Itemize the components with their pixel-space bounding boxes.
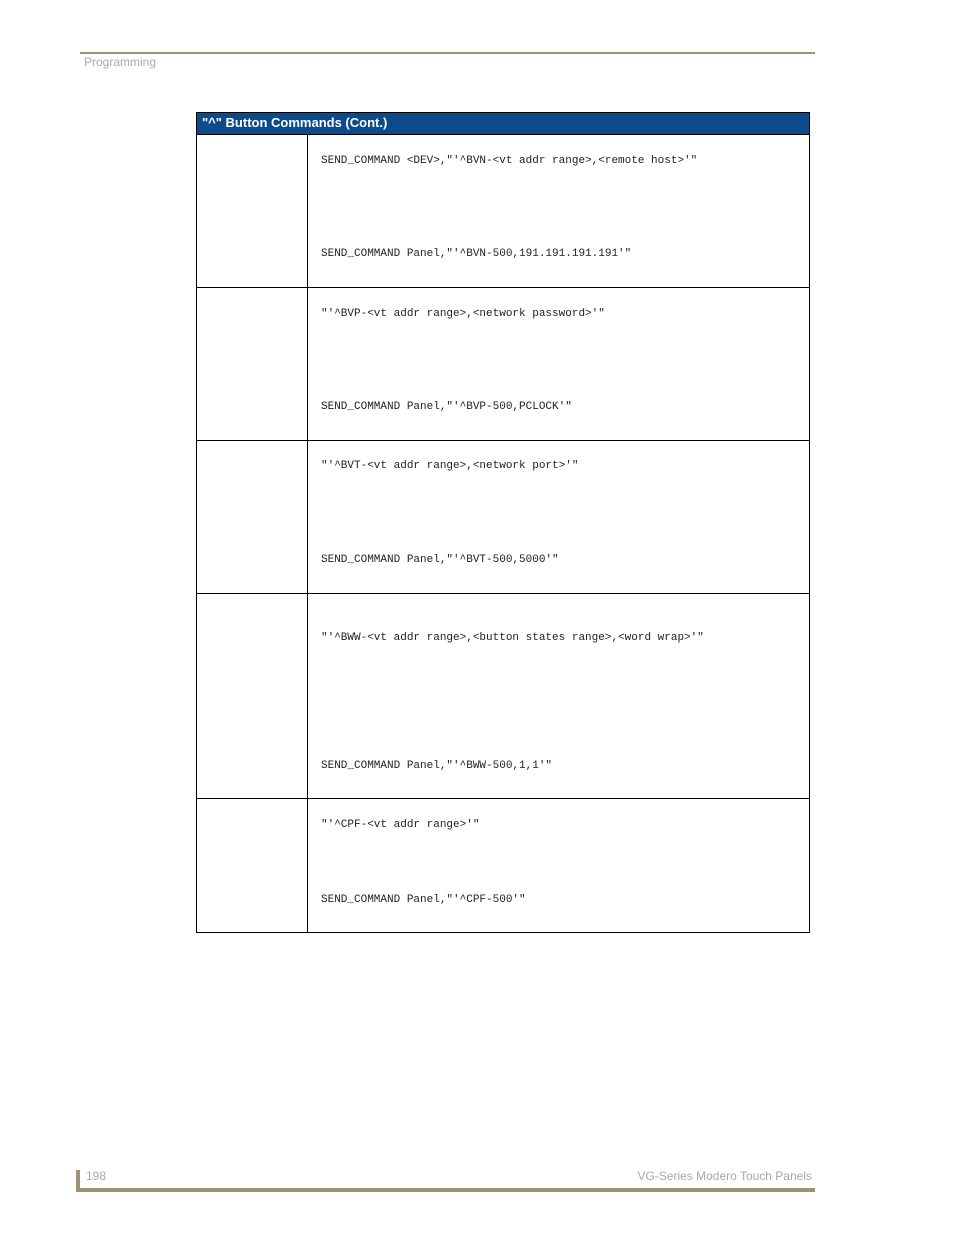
page-number: 198: [86, 1169, 107, 1183]
command-detail-cell: [308, 799, 809, 932]
table-row-bvt: [196, 441, 810, 594]
command-name-cell: [197, 288, 308, 440]
command-name-cell: [197, 441, 308, 593]
syntax-text: "'^BVP-<vt addr range>,<network password>'": [321, 308, 605, 320]
example-text: SEND_COMMAND Panel,"'^BVP-500,PCLOCK'": [321, 401, 572, 413]
command-detail-cell: [308, 288, 809, 440]
table-title: "^" Button Commands (Cont.): [196, 112, 810, 135]
syntax-text: "'^BVT-<vt addr range>,<network port>'": [321, 460, 579, 472]
command-name-cell: [197, 594, 308, 798]
section-label: Programming: [84, 55, 157, 69]
command-detail-cell: [308, 135, 809, 287]
example-text: SEND_COMMAND Panel,"'^CPF-500'": [321, 894, 526, 906]
button-commands-table: [196, 112, 810, 933]
command-detail-cell: [308, 441, 809, 593]
table-row-bww: [196, 594, 810, 799]
command-detail-cell: [308, 594, 809, 798]
table-row-cpf: [196, 799, 810, 933]
footer-rule: [80, 1188, 815, 1192]
example-text: SEND_COMMAND Panel,"'^BVT-500,5000'": [321, 554, 559, 566]
table-row-bvn: [196, 135, 810, 288]
table-row-bvp: [196, 288, 810, 441]
syntax-text: "'^BWW-<vt addr range>,<button states range>,<word wrap>'": [321, 632, 704, 644]
command-name-cell: [197, 799, 308, 932]
example-text: SEND_COMMAND Panel,"'^BWW-500,1,1'": [321, 760, 553, 772]
syntax-text: "'^CPF-<vt addr range>'": [321, 819, 480, 831]
document-title: VG-Series Modero Touch Panels: [637, 1169, 812, 1183]
header-rule: [80, 52, 815, 54]
command-name-cell: [197, 135, 308, 287]
example-text: SEND_COMMAND Panel,"'^BVN-500,191.191.191.191'": [321, 248, 632, 260]
syntax-text: SEND_COMMAND <DEV>,"'^BVN-<vt addr range>,<remote host>'": [321, 155, 698, 167]
